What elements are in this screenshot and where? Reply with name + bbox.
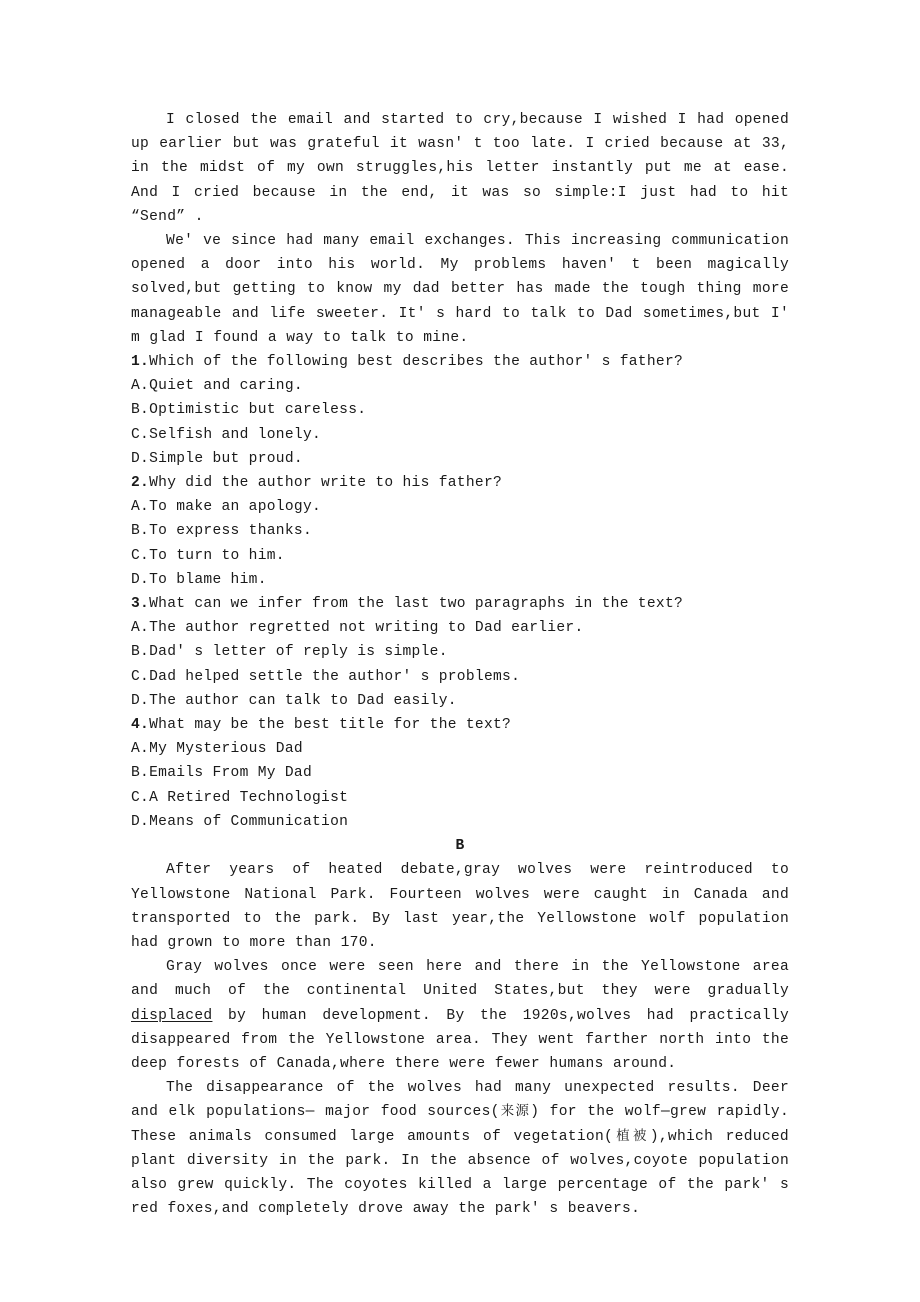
option-label: B. xyxy=(131,523,150,540)
question-1-option-a[interactable] xyxy=(131,374,789,398)
option-text: Optimistic but careless. xyxy=(149,402,367,419)
option-label: D. xyxy=(131,813,150,830)
option-text: Dad' s letter of reply is simple. xyxy=(149,644,448,661)
option-label: C. xyxy=(131,668,150,685)
option-label: A. xyxy=(131,741,150,758)
chinese-gloss-vegetation: 植被 xyxy=(613,1128,650,1144)
option-label: D. xyxy=(131,571,150,588)
question-1-option-b[interactable] xyxy=(131,398,789,422)
option-label: C. xyxy=(131,789,150,806)
question-4-option-b[interactable] xyxy=(131,761,789,785)
question-2-stem xyxy=(131,471,789,495)
passage-b-p3-text-1: The disappearance of the wolves had many unexpected results. Deer and elk populations— major food sources( xyxy=(131,1080,789,1121)
question-2-text: Why did the author write to his father? xyxy=(149,475,503,492)
option-text: To turn to him. xyxy=(149,547,285,564)
passage-b-p3-text-3: ),which reduced plant diversity in the park. In the absence of wolves,coyote population also grew quickly. The coyotes killed a large percentage of the park' s red foxes,and completely drove away the park' s beavers. xyxy=(131,1128,789,1218)
option-label: C. xyxy=(131,426,150,443)
question-4-text: What may be the best title for the text? xyxy=(149,717,512,734)
question-2-option-d[interactable] xyxy=(131,568,789,592)
option-text: To blame him. xyxy=(149,571,267,588)
question-3-option-a[interactable] xyxy=(131,616,789,640)
option-text: Dad helped settle the author' s problems. xyxy=(149,668,521,685)
question-4-option-d[interactable] xyxy=(131,810,789,834)
option-text: To make an apology. xyxy=(149,499,322,516)
option-text: The author regretted not writing to Dad earlier. xyxy=(149,620,584,637)
question-1-option-c[interactable] xyxy=(131,423,789,447)
option-text: To express thanks. xyxy=(149,523,313,540)
question-4-option-a[interactable] xyxy=(131,737,789,761)
chinese-gloss-source: 来源 xyxy=(499,1104,531,1120)
option-label: B. xyxy=(131,402,150,419)
option-label: B. xyxy=(131,644,150,661)
passage-b-p2-text-before: Gray wolves once were seen here and there in the Yellowstone area and much of the continental United States,but they were gradually xyxy=(131,959,789,1000)
question-4-number: 4. xyxy=(131,717,150,734)
option-text: Emails From My Dad xyxy=(149,765,313,782)
passage-a-paragraph-1: I closed the email and started to cry,because I wished I had opened up earlier but was grateful it wasn' t too late. I cried because at 33, in the midst of my own struggles,his letter instantly put me at ease. And I cried because in the end, it was so simple:I just had to hit “Send” . xyxy=(131,112,789,225)
option-label: D. xyxy=(131,450,150,467)
question-1-stem xyxy=(131,350,789,374)
option-label: A. xyxy=(131,620,150,637)
passage-b-p2-text-after: by human development. By the 1920s,wolves had practically disappeared from the Yellowstone area. They went farther north into the deep forests of Canada,where there were fewer humans around. xyxy=(131,1007,789,1072)
page-content xyxy=(131,108,789,1221)
passage-b-paragraph-2 xyxy=(131,955,789,1076)
option-text: A Retired Technologist xyxy=(149,789,349,806)
passage-b-paragraph-3 xyxy=(131,1076,789,1221)
option-text: Simple but proud. xyxy=(149,450,303,467)
section-b-heading: B xyxy=(455,838,465,855)
question-4-stem xyxy=(131,713,789,737)
passage-a-paragraph-2: We' ve since had many email exchanges. This increasing communication opened a door into his world. My problems haven' t been magically solved,but getting to know my dad better has made the tough thing more manageable and life sweeter. It' s hard to talk to Dad sometimes,but I' m glad I found a way to talk to mine. xyxy=(131,233,789,346)
question-3-number: 3. xyxy=(131,596,150,613)
question-3-text: What can we infer from the last two paragraphs in the text? xyxy=(149,596,684,613)
glossed-word-displaced: displaced xyxy=(131,1007,213,1024)
option-text: Selfish and lonely. xyxy=(149,426,322,443)
question-2-number: 2. xyxy=(131,475,150,492)
option-label: D. xyxy=(131,692,150,709)
question-2-option-a[interactable] xyxy=(131,495,789,519)
option-label: C. xyxy=(131,547,150,564)
question-3-option-d[interactable] xyxy=(131,689,789,713)
question-1-option-d[interactable] xyxy=(131,447,789,471)
option-label: A. xyxy=(131,499,150,516)
question-2-option-b[interactable] xyxy=(131,519,789,543)
option-label: B. xyxy=(131,765,150,782)
question-2-option-c[interactable] xyxy=(131,544,789,568)
passage-b-p3-text-2: ) for the wolf—grew rapidly. These animals consumed large amounts of vegetation( xyxy=(131,1104,789,1145)
question-1-text: Which of the following best describes the author' s father? xyxy=(149,354,684,371)
option-text: The author can talk to Dad easily. xyxy=(149,692,457,709)
option-text: Quiet and caring. xyxy=(149,378,303,395)
question-3-option-b[interactable] xyxy=(131,640,789,664)
question-3-stem xyxy=(131,592,789,616)
option-label: A. xyxy=(131,378,150,395)
option-text: Means of Communication xyxy=(149,813,349,830)
question-3-option-c[interactable] xyxy=(131,665,789,689)
question-1-number: 1. xyxy=(131,354,150,371)
question-4-option-c[interactable] xyxy=(131,786,789,810)
passage-b-paragraph-1: After years of heated debate,gray wolves were reintroduced to Yellowstone National Park. Fourteen wolves were caught in Canada and transported to the park. By last year,the Yellowstone wolf population had grown to more than 170. xyxy=(131,862,789,951)
option-text: My Mysterious Dad xyxy=(149,741,303,758)
